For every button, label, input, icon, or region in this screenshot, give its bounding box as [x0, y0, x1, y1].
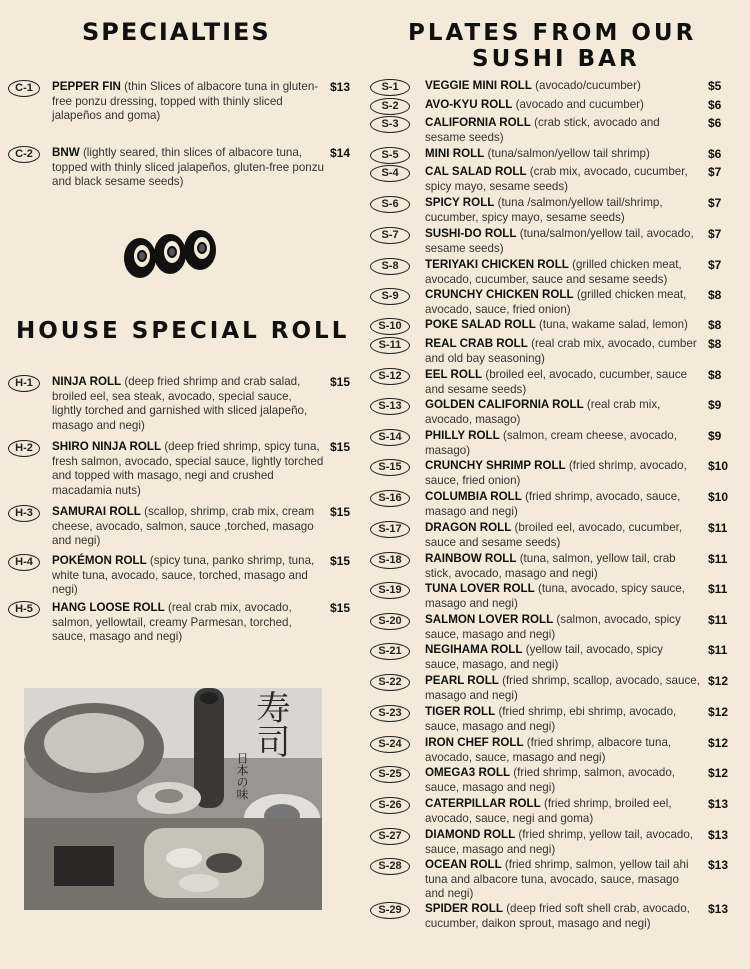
item-description: (spicy tuna, panko shrimp, tuna, white tuna, avocado, sauce, torched, masago and negi): [52, 554, 315, 596]
item-text: [425, 705, 700, 734]
item-text: [425, 398, 700, 427]
item-description: (fried shrimp, albacore tuna, avocado, sauce, masago and negi): [425, 736, 672, 764]
item-name: TUNA LOVER ROLL: [425, 582, 535, 595]
item-text: [425, 674, 700, 703]
japanese-flavor-text: 日本の味: [235, 752, 249, 800]
item-name: POKE SALAD ROLL: [425, 318, 536, 331]
item-text: [425, 766, 700, 795]
item-name: TERIYAKI CHICKEN ROLL: [425, 258, 569, 271]
sushi-sign-text: 寿司: [250, 690, 290, 758]
item-price: $15: [330, 375, 351, 389]
item-code-badge: C-2: [8, 146, 40, 163]
item-text: [425, 643, 700, 672]
item-description: (fried shrimp, ebi shrimp, avocado, sauce, masago and negi): [425, 705, 677, 733]
item-description: (crab mix, avocado, cucumber, spicy mayo, sesame seeds): [425, 165, 688, 193]
item-text: [425, 613, 700, 642]
item-price: $10: [708, 490, 729, 504]
item-text: [52, 554, 324, 598]
item-description: (tuna/salmon/yellow tail, avocado, sesame seeds): [425, 227, 694, 255]
item-description: (salmon, cream cheese, avocado, masago): [425, 429, 677, 457]
item-code-badge: S-2: [370, 98, 410, 115]
item-price: $12: [708, 674, 729, 688]
item-description: (lightly seared, thin slices of albacore tuna, topped with thinly sliced jalapeños, gluten-free ponzu and black sesame seeds): [52, 146, 324, 188]
item-code-badge: H-1: [8, 375, 40, 392]
item-name: IRON CHEF ROLL: [425, 736, 524, 749]
item-text: [52, 601, 324, 645]
item-text: [425, 79, 700, 94]
item-price: $7: [708, 227, 722, 241]
item-description: (tuna, avocado, spicy sauce, masago and negi): [425, 582, 685, 610]
item-price: $15: [330, 505, 351, 519]
item-text: [52, 80, 324, 124]
item-name: CRUNCHY CHICKEN ROLL: [425, 288, 574, 301]
item-text: [52, 505, 324, 549]
item-name: PEARL ROLL: [425, 674, 499, 687]
item-description: (crab stick, avocado and sesame seeds): [425, 116, 660, 144]
item-price: $11: [708, 582, 728, 596]
sushi-rolls-icon: [118, 224, 236, 282]
item-text: [425, 858, 700, 902]
item-name: HANG LOOSE ROLL: [52, 601, 165, 614]
item-code-badge: H-5: [8, 601, 40, 618]
item-price: $15: [330, 554, 351, 568]
item-description: (tuna/salmon/yellow tail shrimp): [487, 147, 650, 160]
item-price: $6: [708, 116, 722, 130]
item-code-badge: S-10: [370, 318, 410, 335]
item-code-badge: S-6: [370, 196, 410, 213]
item-code-badge: S-16: [370, 490, 410, 507]
item-text: [425, 98, 700, 113]
item-description: (fried shrimp, salmon, avocado, sauce, masago and negi): [425, 766, 676, 794]
item-code-badge: S-5: [370, 147, 410, 164]
item-text: [425, 116, 700, 145]
item-text: [425, 368, 700, 397]
item-price: $8: [708, 318, 722, 332]
item-price: $7: [708, 165, 722, 179]
item-name: SHIRO NINJA ROLL: [52, 440, 162, 453]
item-code-badge: S-1: [370, 79, 410, 96]
item-text: [425, 552, 700, 581]
item-name: BNW: [52, 146, 80, 159]
item-name: PHILLY ROLL: [425, 429, 500, 442]
item-code-badge: S-14: [370, 429, 410, 446]
item-price: $8: [708, 337, 722, 351]
item-text: [425, 902, 700, 931]
item-name: NEGIHAMA ROLL: [425, 643, 523, 656]
item-description: (salmon, avocado, spicy sauce, masago and negi): [425, 613, 681, 641]
item-text: [425, 490, 700, 519]
item-price: $10: [708, 459, 729, 473]
item-description: (tuna /salmon/yellow tail/shrimp, cucumber, spicy mayo, sesame seeds): [425, 196, 663, 224]
item-code-badge: S-26: [370, 797, 410, 814]
item-description: (avocado/cucumber): [535, 79, 641, 92]
item-description: (fried shrimp, scallop, avocado, sauce, masago and negi): [425, 674, 700, 702]
item-name: VEGGIE MINI ROLL: [425, 79, 532, 92]
item-price: $5: [708, 79, 722, 93]
item-code-badge: S-28: [370, 858, 410, 875]
item-price: $11: [708, 613, 728, 627]
item-name: CALIFORNIA ROLL: [425, 116, 531, 129]
item-description: (fried shrimp, broiled eel, avocado, sauce, negi and goma): [425, 797, 672, 825]
item-name: SPIDER ROLL: [425, 902, 503, 915]
item-code-badge: H-2: [8, 440, 40, 457]
item-code-badge: S-12: [370, 368, 410, 385]
item-text: [425, 828, 700, 857]
item-code-badge: S-13: [370, 398, 410, 415]
item-name: CAL SALAD ROLL: [425, 165, 527, 178]
item-description: (grilled chicken meat, avocado, sauce, fried onion): [425, 288, 687, 316]
item-price: $8: [708, 288, 722, 302]
item-text: [425, 337, 700, 366]
item-text: [52, 146, 324, 190]
item-name: CATERPILLAR ROLL: [425, 797, 541, 810]
item-code-badge: S-21: [370, 643, 410, 660]
item-price: $12: [708, 705, 729, 719]
item-price: $8: [708, 368, 722, 382]
item-name: SPICY ROLL: [425, 196, 495, 209]
item-description: (broiled eel, avocado, cucumber, sauce and sesame seeds): [425, 368, 688, 396]
item-description: (avocado and cucumber): [515, 98, 644, 111]
item-text: [425, 196, 700, 225]
item-description: (fried shrimp, avocado, sauce, masago and negi): [425, 490, 681, 518]
item-price: $12: [708, 766, 729, 780]
item-price: $11: [708, 552, 728, 566]
item-name: AVO-KYU ROLL: [425, 98, 513, 111]
item-name: SALMON LOVER ROLL: [425, 613, 554, 626]
item-description: (yellow tail, avocado, spicy sauce, masago, and negi): [425, 643, 663, 671]
item-text: [425, 459, 700, 488]
item-price: $7: [708, 196, 722, 210]
item-name: OCEAN ROLL: [425, 858, 502, 871]
item-name: EEL ROLL: [425, 368, 483, 381]
item-name: MINI ROLL: [425, 147, 485, 160]
item-code-badge: S-8: [370, 258, 410, 275]
item-text: [425, 521, 700, 550]
item-name: TIGER ROLL: [425, 705, 496, 718]
item-description: (grilled chicken meat, avocado, cucumber, sauce and sesame seeds): [425, 258, 682, 286]
item-code-badge: S-9: [370, 288, 410, 305]
item-text: [425, 227, 700, 256]
item-name: PEPPER FIN: [52, 80, 121, 93]
item-code-badge: H-4: [8, 554, 40, 571]
item-description: (real crab mix, avocado, cumber and old bay seasoning): [425, 337, 697, 365]
item-name: REAL CRAB ROLL: [425, 337, 528, 350]
item-description: (deep fried shrimp, spicy tuna, fresh salmon, avocado, special sauce, lightly torched and topped with masago, negi and crushed macadamia nuts): [52, 440, 324, 497]
item-text: [425, 582, 700, 611]
item-text: [425, 288, 700, 317]
item-price: $15: [330, 440, 351, 454]
item-description: (tuna, wakame salad, lemon): [539, 318, 688, 331]
item-code-badge: S-18: [370, 552, 410, 569]
item-name: CRUNCHY SHRIMP ROLL: [425, 459, 566, 472]
item-code-badge: S-4: [370, 165, 410, 182]
item-description: (fried shrimp, yellow tail, avocado, sauce, masago and negi): [425, 828, 694, 856]
sushi-bar-title-line1: PLATES FROM OUR: [408, 20, 697, 46]
item-code-badge: S-27: [370, 828, 410, 845]
item-name: NINJA ROLL: [52, 375, 122, 388]
item-text: [425, 147, 700, 162]
item-code-badge: S-15: [370, 459, 410, 476]
item-name: SUSHI-DO ROLL: [425, 227, 517, 240]
item-price: $9: [708, 398, 722, 412]
item-name: RAINBOW ROLL: [425, 552, 517, 565]
item-price: $9: [708, 429, 722, 443]
item-description: (deep fried soft shell crab, avocado, cucumber, daikon sprout, masago and negi): [425, 902, 690, 930]
item-name: SAMURAI ROLL: [52, 505, 141, 518]
item-price: $14: [330, 146, 351, 160]
item-code-badge: S-17: [370, 521, 410, 538]
item-code-badge: S-24: [370, 736, 410, 753]
specialties-title: SPECIALTIES: [82, 18, 271, 46]
item-price: $7: [708, 258, 722, 272]
item-text: [425, 258, 700, 287]
item-name: COLUMBIA ROLL: [425, 490, 522, 503]
item-price: $6: [708, 98, 722, 112]
item-name: DRAGON ROLL: [425, 521, 512, 534]
item-description: (real crab mix, avocado, salmon, yellowtail, creamy Parmesan, torched, sauce, masago and negi): [52, 601, 292, 643]
item-name: GOLDEN CALIFORNIA ROLL: [425, 398, 584, 411]
sushi-bar-title-line2: SUSHI BAR: [472, 46, 640, 72]
item-price: $12: [708, 736, 729, 750]
item-description: (fried shrimp, salmon, yellow tail ahi tuna and albacore tuna, avocado, sauce, masago and negi): [425, 858, 689, 900]
item-price: $13: [708, 902, 729, 916]
item-text: [425, 797, 700, 826]
item-name: POKÉMON ROLL: [52, 554, 147, 567]
item-description: (tuna, salmon, yellow tail, crab stick, avocado, masago and negi): [425, 552, 676, 580]
item-price: $11: [708, 521, 728, 535]
item-price: $11: [708, 643, 728, 657]
item-text: [425, 736, 700, 765]
item-text: [52, 440, 324, 498]
item-description: (broiled eel, avocado, cucumber, sauce and sesame seeds): [425, 521, 683, 549]
item-description: (scallop, shrimp, crab mix, cream cheese, avocado, salmon, sauce ,torched, masago and negi): [52, 505, 315, 547]
item-code-badge: H-3: [8, 505, 40, 522]
item-description: (real crab mix, avocado, masago): [425, 398, 661, 426]
item-code-badge: S-22: [370, 674, 410, 691]
item-code-badge: S-3: [370, 116, 410, 133]
item-code-badge: C-1: [8, 80, 40, 97]
item-description: (fried shrimp, avocado, sauce, fried onion): [425, 459, 687, 487]
item-text: [425, 318, 700, 333]
item-price: $13: [330, 80, 351, 94]
item-name: OMEGA3 ROLL: [425, 766, 511, 779]
item-code-badge: S-19: [370, 582, 410, 599]
item-description: (thin Slices of albacore tuna in gluten-free ponzu dressing, topped with thinly sliced jalapeños and goma): [52, 80, 319, 122]
item-price: $15: [330, 601, 351, 615]
item-price: $13: [708, 797, 729, 811]
item-text: [425, 429, 700, 458]
item-text: [425, 165, 700, 194]
item-price: $6: [708, 147, 722, 161]
item-code-badge: S-20: [370, 613, 410, 630]
item-code-badge: S-23: [370, 705, 410, 722]
item-code-badge: S-7: [370, 227, 410, 244]
house-special-title: HOUSE SPECIAL ROLL: [16, 318, 350, 344]
item-price: $13: [708, 828, 729, 842]
item-code-badge: S-29: [370, 902, 410, 919]
item-name: DIAMOND ROLL: [425, 828, 516, 841]
item-text: [52, 375, 324, 433]
item-code-badge: S-11: [370, 337, 410, 354]
item-code-badge: S-25: [370, 766, 410, 783]
sushi-photo: [24, 688, 322, 910]
item-price: $13: [708, 858, 729, 872]
item-description: (deep fried shrimp and crab salad, broiled eel, sea steak, avocado, special sauce, lightly torched and garnished with sliced jalapeño, masago and negi): [52, 375, 308, 432]
